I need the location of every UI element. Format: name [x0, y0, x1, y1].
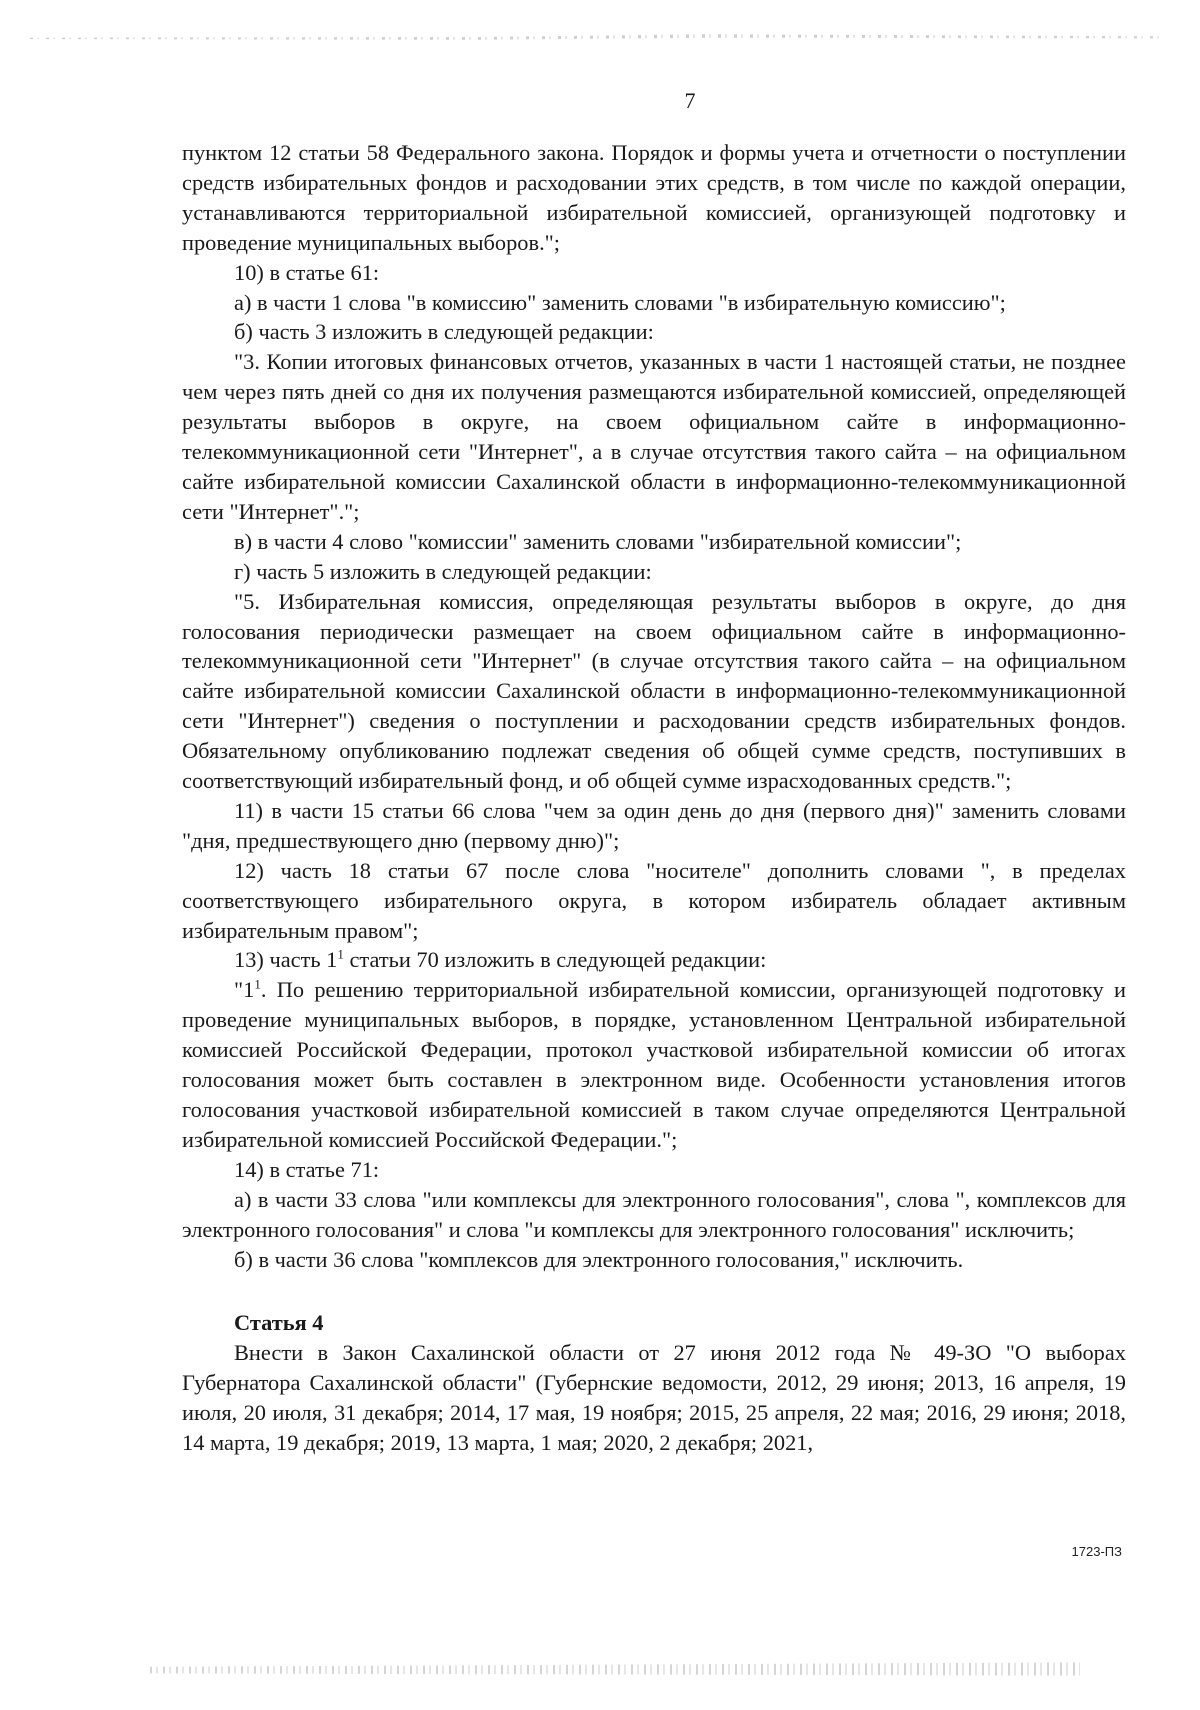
paragraph — [182, 945, 1126, 975]
paragraph: а) в части 33 слова "или комплексы для электронного голосования", слова ", комплексов для электронного голосования" и слова "и комплексы для электронного голосования" исключить; — [182, 1186, 1126, 1242]
article-heading: Статья 4 — [234, 1310, 324, 1336]
paragraph: 11) в части 15 статьи 66 слова "чем за один день до дня (первого дня)" заменить словами "дня, предшествующего дню (первому дню)"; — [182, 797, 1126, 853]
text-run: . По решению территориальной избирательной комиссии, организующей подготовку и проведение муниципальных выборов, в порядке, установленном Центральной избирательной комиссией Российской Федерации, протокол участковой избирательной комиссии об итогах голосования может быть составлен в электронном виде. Особенности установления итогов голосования участковой избирательной комиссией в таком случае определяются Центральной избирательной комиссией Российской Федерации."; — [182, 977, 1126, 1152]
paragraph: б) в части 36 слова "комплексов для электронного голосования," исключить. — [234, 1246, 964, 1272]
text-run: 13) часть 1 — [234, 947, 338, 973]
paragraph: 12) часть 18 статьи 67 после слова "носителе" дополнить словами ", в пределах соответствующего избирательного округа, в котором избиратель обладает активным избирательным правом"; — [182, 857, 1126, 943]
paragraph — [182, 975, 1126, 1154]
document-body — [182, 138, 1126, 1458]
superscript: 1 — [337, 947, 344, 962]
page-number: 7 — [684, 88, 696, 113]
paragraph: б) часть 3 изложить в следующей редакции: — [234, 319, 654, 345]
paragraph: 14) в статье 71: — [234, 1156, 380, 1182]
paragraph: в) в части 4 слово "комиссии" заменить словами "избирательной комиссии"; — [234, 528, 962, 554]
text-run: статьи 70 изложить в следующей редакции: — [343, 947, 767, 973]
paragraph: 10) в статье 61: — [234, 259, 380, 285]
scan-artifact-bottom — [150, 1658, 1080, 1680]
paragraph: "3. Копии итоговых финансовых отчетов, указанных в части 1 настоящей статьи, не позднее чем через пять дней со дня их получения размещаются избирательной комиссией, определяющей результаты выборов в округе, на своем официальном сайте в информационно-телекоммуникационной сети "Интернет", а в случае отсутствия такого сайта – на официальном сайте избирательной комиссии Сахалинской области в информационно-телекоммуникационной сети "Интернет"."; — [182, 349, 1126, 524]
paragraph: пунктом 12 статьи 58 Федерального закона. Порядок и формы учета и отчетности о поступлении средств избирательных фондов и расходовании этих средств, в том числе по каждой операции, устанавливаются территориальной избирательной комиссией, организующей подготовку и проведение муниципальных выборов."; — [182, 140, 1126, 255]
superscript: 1 — [254, 976, 261, 992]
paragraph: г) часть 5 изложить в следующей редакции: — [234, 558, 652, 584]
text-run: "1 — [234, 977, 255, 1003]
paragraph: Внести в Закон Сахалинской области от 27 июня 2012 года № 49-ЗО "О выборах Губернатора Сахалинской области" (Губернские ведомости, 2012, 29 июня; 2013, 16 апреля, 19 июля, 20 июля, 31 декабря; 2014, 17 мая, 19 ноября; 2015, 25 апреля, 22 мая; 2016, 29 июня; 2018, 14 марта, 19 декабря; 2019, 13 марта, 1 мая; 2020, 2 декабря; 2021, — [182, 1340, 1126, 1456]
scan-artifact-top — [30, 30, 1160, 44]
paragraph: "5. Избирательная комиссия, определяющая результаты выборов в округе, до дня голосования периодически размещает на своем официальном сайте в информационно-телекоммуникационной сети "Интернет" (в случае отсутствия такого сайта – на официальном сайте избирательной комиссии Сахалинской области в информационно-телекоммуникационной сети "Интернет") сведения о поступлении и расходовании средств избирательных фондов. Обязательному опубликованию подлежат сведения об общей сумме средств, поступивших в соответствующий избирательный фонд, и об общей сумме израсходованных средств."; — [182, 588, 1126, 794]
document-code: 1723-ПЗ — [1071, 1544, 1122, 1559]
paragraph: а) в части 1 слова "в комиссию" заменить словами "в избирательную комиссию"; — [234, 289, 1006, 315]
